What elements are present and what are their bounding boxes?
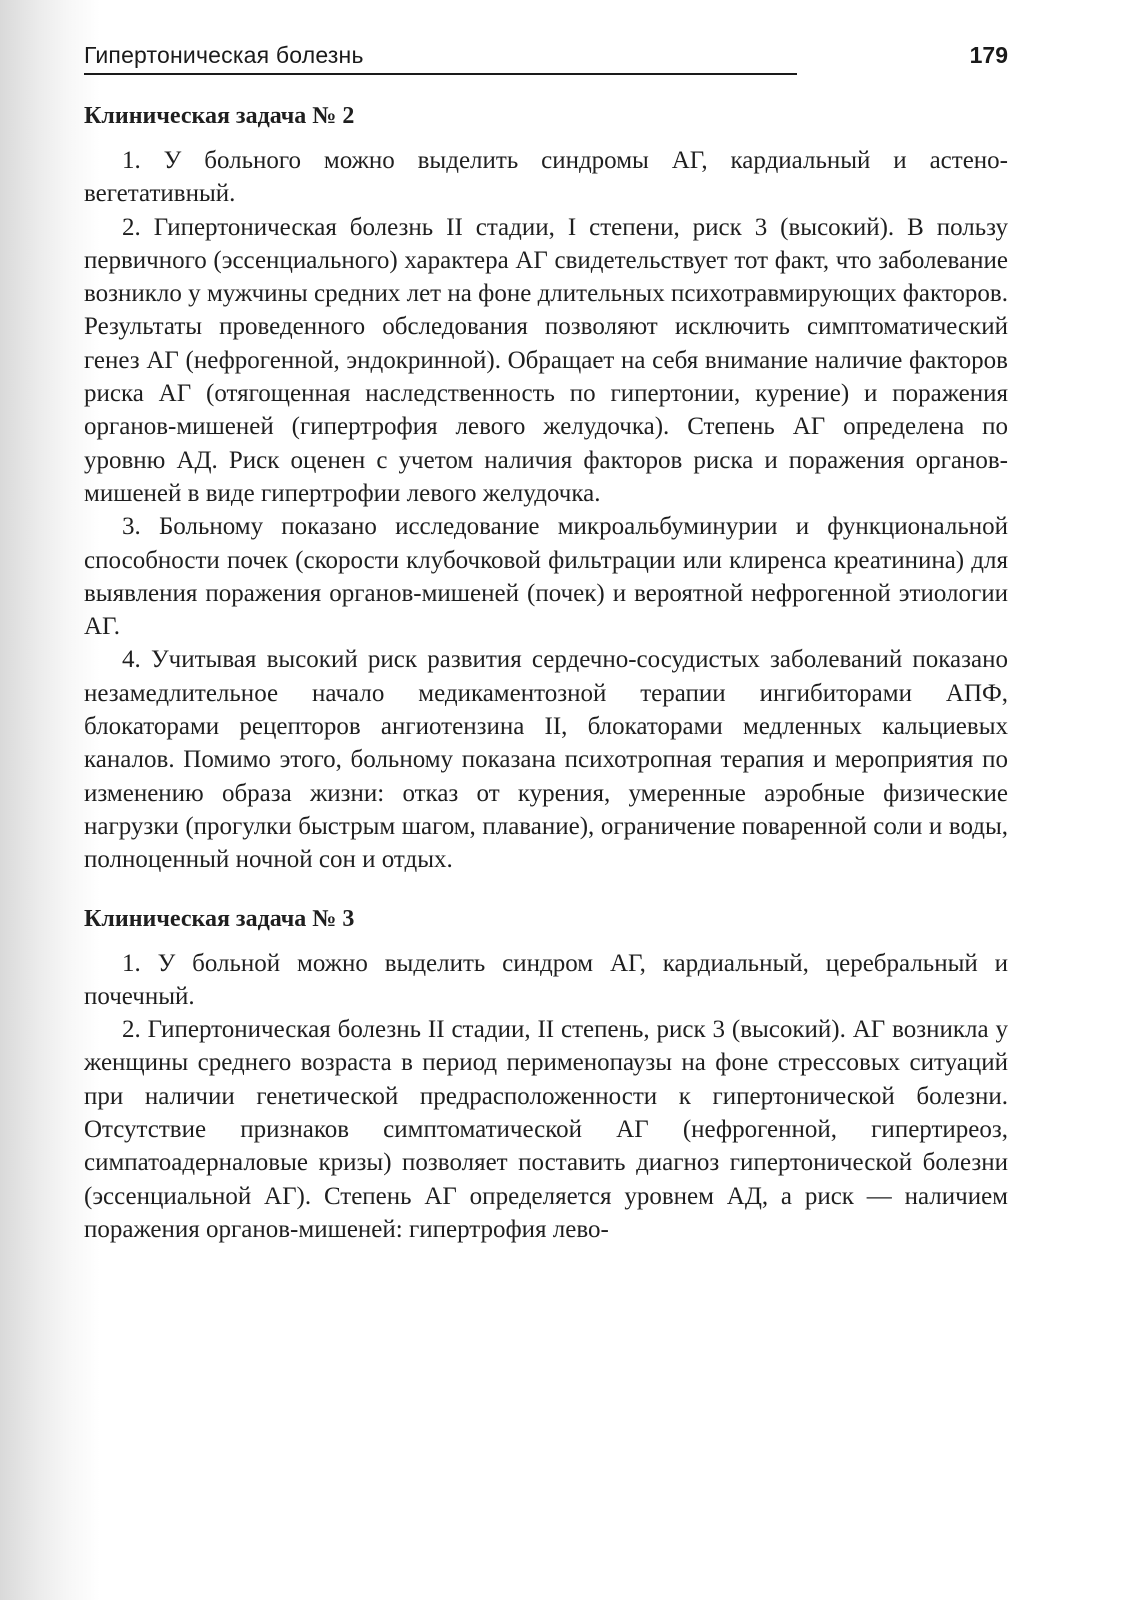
task-3-paragraph-1: 1. У больной можно выделить синдром АГ, кардиальный, церебральный и почечный. [84,949,1008,1010]
task-2-paragraph-2: 2. Гипертоническая болезнь II стадии, I степени, риск 3 (высокий). В пользу первичного (эссенциального) характера АГ свидетельствует тот факт, что заболевание возникло у мужчины средних лет на фоне длительных психотравмирующих факторов. Результаты проведенного обследования позволяют исключить симптоматический генез АГ (нефрогенной, эндокринной). Обращает на себя внимание наличие факторов риска АГ (отягощенная наследственность по гипертонии, курение) и поражения органов-мишеней (гипертрофия левого желудочка). Степень АГ определена по уровню АД. Риск оценен с учетом наличия факторов риска и поражения органов-мишеней в виде гипертрофии левого желудочка. [84,213,1008,507]
task-2-paragraph-3: 3. Больному показано исследование микроальбуминурии и функциональной способности почек (скорости клубочковой фильтрации или клиренса креатинина) для выявления поражения органов-мишеней (почек) и вероятной нефрогенной этиологии АГ. [84,513,1008,641]
running-header [84,42,1008,76]
task-2-heading: Клиническая задача № 2 [84,103,355,129]
task-3-paragraph-2: 2. Гипертоническая болезнь II стадии, II степень, риск 3 (высокий). АГ возникла у женщины среднего возраста в период перименопаузы на фоне стрессовых ситуаций при наличии генетической предрасположенности к гипертонической болезни. Отсутствие признаков симптоматической АГ (нефрогенной, гипертиреоз, симпатоадерналовые кризы) позволяет поставить диагноз гипертонической болезни (эссенциальной АГ). Степень АГ определяется уровнем АД, а риск — наличием поражения органов-мишеней: гипертрофия лево- [84,1016,1008,1243]
running-title: Гипертоническая болезнь [84,42,364,68]
page-body [84,100,1008,1246]
task-3-heading: Клиническая задача № 3 [84,905,355,932]
task-2-paragraph-1: 1. У больного можно выделить синдромы АГ, кардиальный и астено-вегетативный. [84,147,1008,208]
header-rule [84,73,797,75]
page-number: 179 [969,42,1008,68]
task-2-paragraph-4: 4. Учитывая высокий риск развития сердечно-сосудистых заболеваний показано незамедлительное начало медикаментозной терапии ингибиторами АПФ, блокаторами рецепторов ангиотензина II, блокаторами медленных кальциевых каналов. Помимо этого, больному показана психотропная терапия и мероприятия по изменению образа жизни: отказ от курения, умеренные аэробные физические нагрузки (прогулки быстрым шагом, плавание), ограничение поваренной соли и воды, полноценный ночной сон и отдых. [84,646,1008,874]
